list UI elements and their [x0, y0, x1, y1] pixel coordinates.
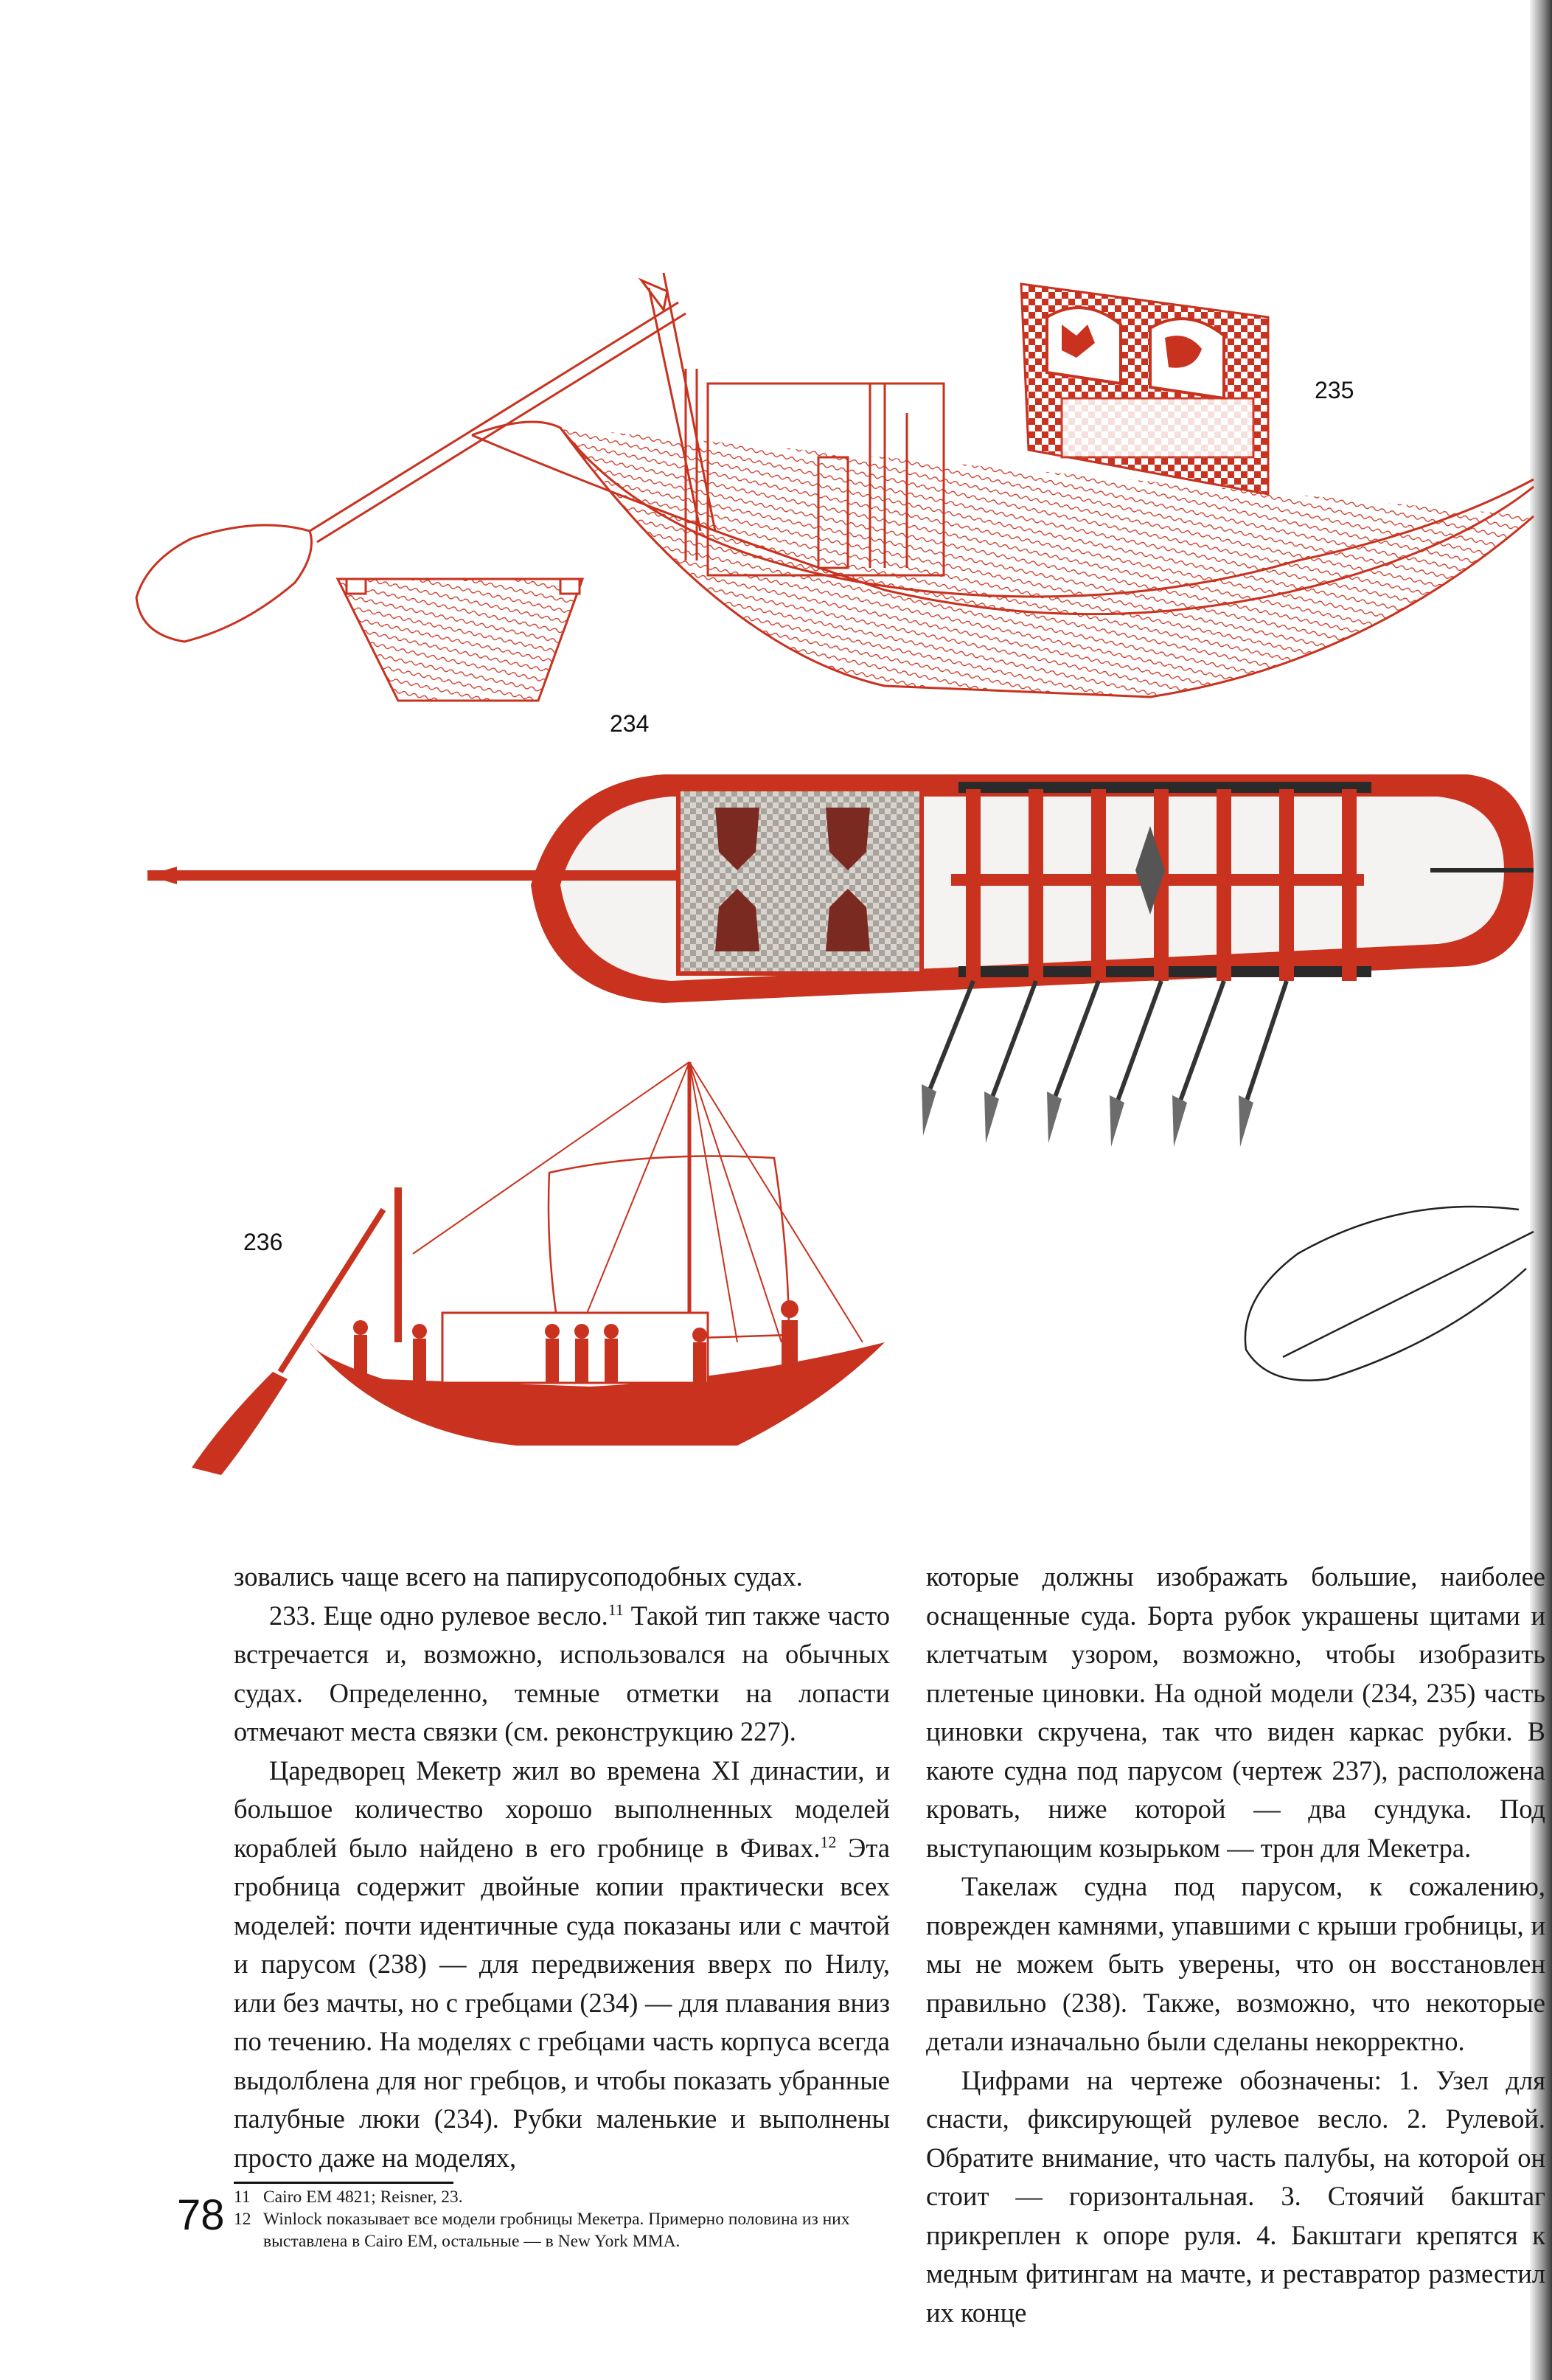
paragraph: [234, 1752, 890, 2178]
paragraph: Такелаж судна под парусом, к сожалению, поврежден камнями, упавшими с крыши гробницы, и мы не можем быть уверены, что он восстановлен правильно (238). Также, возможно, что некоторые детали изначально были сделаны некорректно.: [926, 1871, 1545, 2056]
footnote-ref: 11: [608, 1600, 624, 1619]
figure-label-235: 235: [1315, 377, 1354, 403]
page-number: 78: [177, 2191, 225, 2239]
footnote-divider: [234, 2182, 453, 2184]
steering-oar-blade: [1245, 1207, 1534, 1381]
paragraph: которые должны изображать большие, наиболее оснащенные суда. Борта рубок украшены щитами и клетчатым узором, возможно, чтобы изобразить плетеные циновки. На одной модели (234, 235) часть циновки скручена, так что виден каркас рубки. В каюте судна под парусом (чертеж 237), расположена кровать, ниже которой — два сундука. Под выступающим козырьком — трон для Мекетра.: [926, 1561, 1545, 1863]
figure-236-sailing-boat: [192, 1062, 885, 1475]
paragraph-text: Такой тип также часто встречается и, возможно, использовался на обычных судах. Определенно, темные отметки на лопасти отмечают места связки (см. реконструкцию 227).: [234, 1600, 890, 1746]
paragraph-text: Царедворец Мекетр жил во времена XI династии, и большое количество хорошо выполненных моделей кораблей было найдено в его гробнице в Фивах.: [234, 1755, 890, 1863]
footnotes: [234, 2186, 890, 2252]
footnote-text: Winlock показывает все модели гробницы Мекетра. Примерно половина из них выставлена в Cairo EM, остальные — в New York MMA.: [263, 2210, 850, 2251]
footnote-number: 12: [234, 2210, 251, 2229]
footnote-ref: 12: [820, 1832, 837, 1851]
footnote-number: 11: [234, 2188, 251, 2207]
figure-label-234: 234: [610, 710, 650, 737]
footnote: [234, 2208, 890, 2252]
paragraph-text: 233. Еще одно рулевое весло.: [269, 1600, 608, 1631]
figure-234-top-view: [147, 774, 1534, 1147]
left-text-column: [234, 1558, 890, 2177]
footnote: [234, 2186, 890, 2208]
right-text-column: [926, 1558, 1545, 2328]
paragraph-text: Эта гробница содержит двойные копии практически всех моделей: почти идентичные суда показаны или с мачтой и парусом (238) — для передвижения вверх по Нилу, или без мачты, но с гребцами (234) — для плавания вниз по течению. На моделях с гребцами часть корпуса всегда выдолблена для ног гребцов, и чтобы показать убранные палубные люки (234). Рубки маленькие и выполнены просто даже на моделях,: [234, 1832, 890, 2173]
paragraph-text: зовались чаще всего на папирусоподобных судах.: [234, 1561, 803, 1592]
figure-233-cross-section: [338, 579, 582, 701]
footnote-text: Cairo EM 4821; Reisner, 23.: [263, 2188, 463, 2207]
paragraph: [234, 1597, 890, 1752]
figure-233-side-view: [136, 273, 1534, 697]
figure-235-cabin-panel: [1021, 284, 1268, 494]
paragraph: [234, 1558, 890, 1597]
figure-label-236: 236: [243, 1229, 283, 1255]
paragraph: Цифрами на чертеже обозначены: 1. Узел для снасти, фиксирующей рулевое весло. 2. Рулевой. Обратите внимание, что часть палубы, на которой он стоит — горизонтальная. 3. Стоячий бакштаг прикреплен к опоре руля. 4. Бакштаги крепятся к медным фитингам на мачте, и реставратор разместил их конце: [926, 2064, 1545, 2328]
